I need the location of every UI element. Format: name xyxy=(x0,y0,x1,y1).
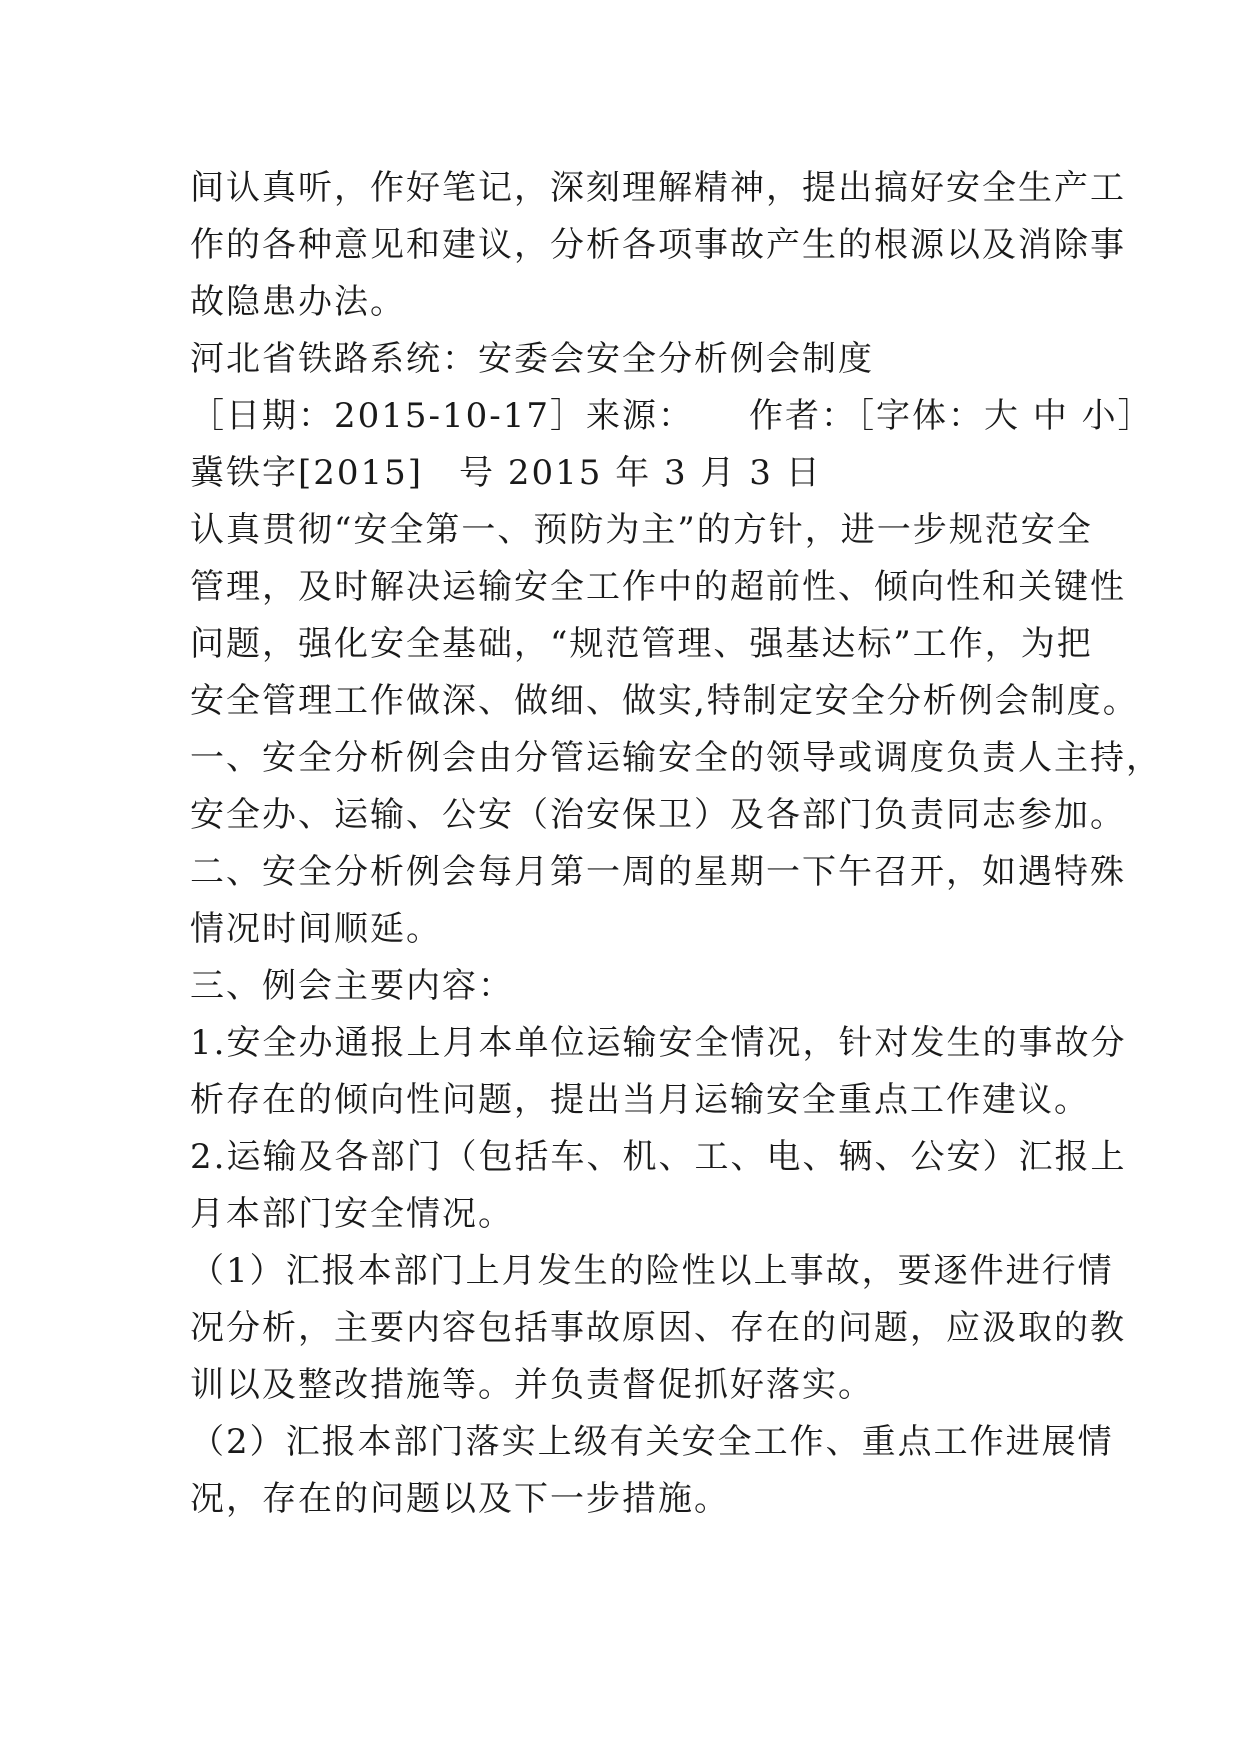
document-number: 冀铁字[2015] 号 2015 年 3 月 3 日 xyxy=(190,453,822,493)
text-line: 析存在的倾向性问题，提出当月运输安全重点工作建议。 xyxy=(190,1080,1090,1120)
text-line: 管理，及时解决运输安全工作中的超前性、倾向性和关键性 xyxy=(190,567,1126,607)
text-line: 故隐患办法。 xyxy=(190,282,406,322)
text-line: （1）汇报本部门上月发生的险性以上事故，要逐件进行情 xyxy=(190,1251,1114,1291)
text-line: 问题，强化安全基础，“规范管理、强基达标”工作，为把 xyxy=(190,624,1093,664)
text-line: 二、安全分析例会每月第一周的星期一下午召开，如遇特殊 xyxy=(190,852,1126,892)
section-title: 河北省铁路系统：安委会安全分析例会制度 xyxy=(190,339,874,379)
text-line: 安全管理工作做深、做细、做实,特制定安全分析例会制度。 xyxy=(190,681,1139,721)
text-line: 2.运输及各部门（包括车、机、工、电、辆、公安）汇报上 xyxy=(190,1137,1127,1177)
text-line: 训以及整改措施等。并负责督促抓好落实。 xyxy=(190,1365,874,1405)
document-body xyxy=(190,160,1162,1528)
text-line: 情况时间顺延。 xyxy=(190,909,442,949)
text-line: 一、安全分析例会由分管运输安全的领导或调度负责人主持， xyxy=(190,738,1162,778)
text-line: （2）汇报本部门落实上级有关安全工作、重点工作进展情 xyxy=(190,1422,1114,1462)
text-line: 三、例会主要内容： xyxy=(190,966,514,1006)
text-line: 作的各种意见和建议，分析各项事故产生的根源以及消除事 xyxy=(190,225,1126,265)
meta-line: ［日期：2015-10-17］来源： 作者：［字体：大 中 小］ xyxy=(190,396,1154,436)
text-line: 安全办、运输、公安（治安保卫）及各部门负责同志参加。 xyxy=(190,795,1126,835)
text-line: 况分析，主要内容包括事故原因、存在的问题，应汲取的教 xyxy=(190,1308,1126,1348)
text-line: 间认真听，作好笔记，深刻理解精神，提出搞好安全生产工 xyxy=(190,168,1126,208)
text-line: 认真贯彻“安全第一、预防为主”的方针，进一步规范安全 xyxy=(190,510,1093,550)
text-line: 1.安全办通报上月本单位运输安全情况，针对发生的事故分 xyxy=(190,1023,1127,1063)
text-line: 况，存在的问题以及下一步措施。 xyxy=(190,1479,730,1519)
text-line: 月本部门安全情况。 xyxy=(190,1194,514,1234)
